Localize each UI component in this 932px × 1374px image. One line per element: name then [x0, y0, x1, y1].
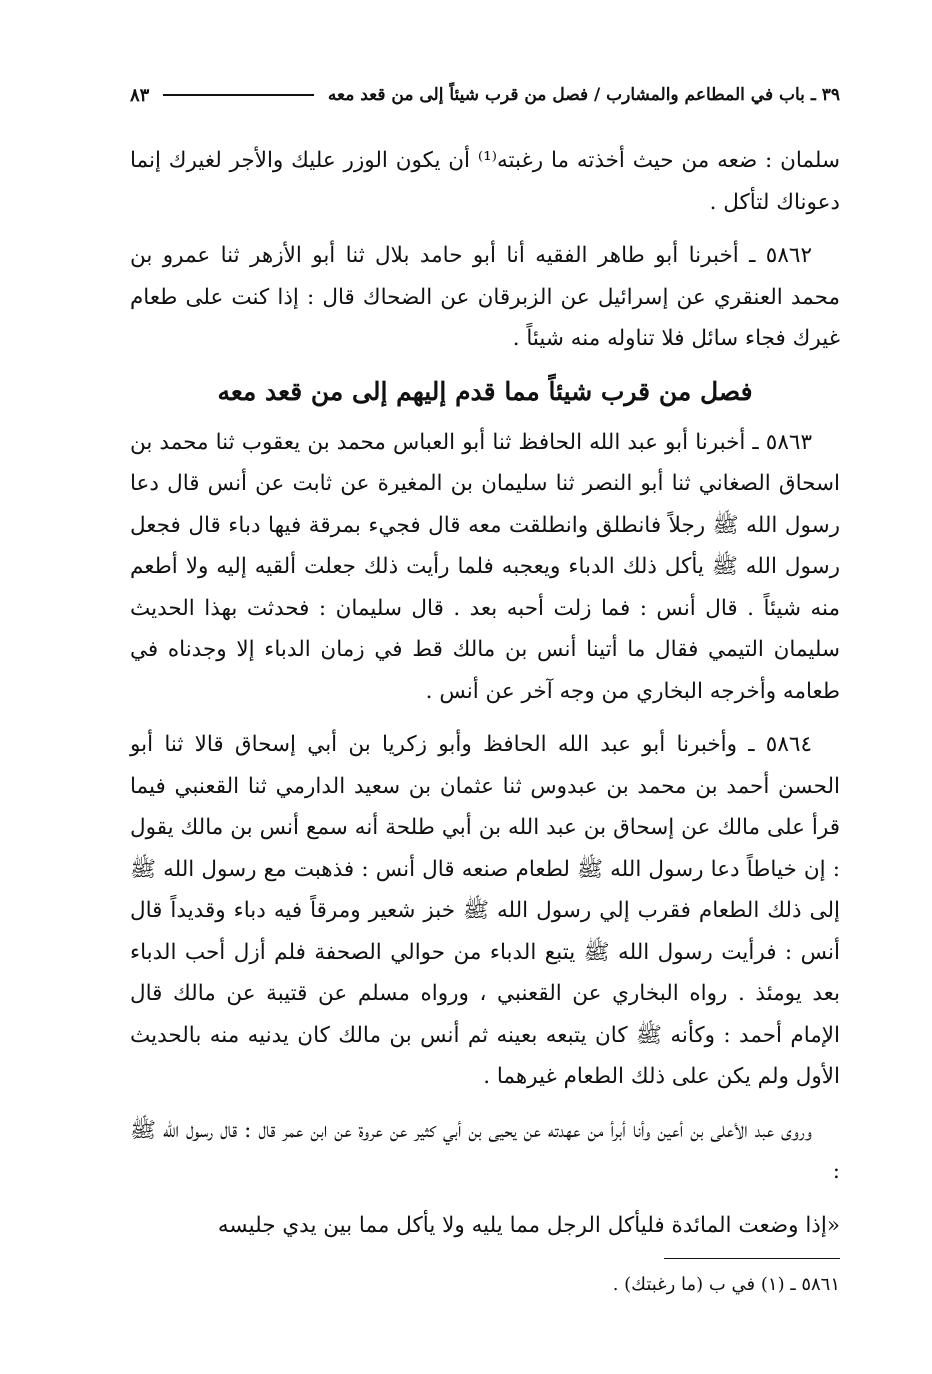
- paragraph-hadith-5863: ٥٨٦٣ ـ أخبرنا أبو عبد الله الحافظ ثنا أبو العباس محمد بن يعقوب ثنا محمد بن اسحاق الصغاني ثنا أبو النصر ثنا سليمان بن المغيرة عن ثابت عن أنس قال دعا رسول الله ﷺ رجلاً فانطلق وانطلقت معه قال فجيء بمرقة فيها دباء قال فجعل رسول الله ﷺ يأكل ذلك الدباء ويعجبه فلما رأيت ذلك جعلت ألقيه إليه ولا أطعم منه شيئاً . قال أنس : فما زلت أحبه بعد . قال سليمان : فحدثت بهذا الحديث سليمان التيمي فقال ما أتينا أنس بن مالك قط في زمان الدباء إلا وجدناه في طعامه وأخرجه البخاري من وجه آخر عن أنس .: [130, 429, 840, 704]
- footnote: ٥٨٦١ ـ (١) في ب (ما رغبتك) .: [612, 1274, 840, 1295]
- paragraph-continuation: سلمان : ضعه من حيث أخذته ما رغبته⁽¹⁾ أن يكون الوزر عليك والأجر لغيرك إنما دعوناك لتأكل .: [130, 148, 840, 215]
- paragraph-hadith-5862: ٥٨٦٢ ـ أخبرنا أبو طاهر الفقيه أنا أبو حامد بلال ثنا أبو الأزهر ثنا عمرو بن محمد العنقري عن إسرائيل عن الزبرقان عن الضحاك قال : إذا كنت على طعام غيرك فجاء سائل فلا تناوله منه شيئاً .: [130, 243, 840, 351]
- book-page: [130, 78, 840, 1299]
- section-heading: فصل من قرب شيئاً مما قدم إليهم إلى من قعد معه: [217, 376, 753, 406]
- running-head-rule: [163, 94, 314, 96]
- paragraph-narration: وروى عبد الأعلى بن أعين وأنا أبرأ من عهدته عن يحيى بن أبي كثير عن عروة عن ابن عمر قال : قال رسول الله ﷺ :: [130, 1117, 840, 1184]
- paragraph-quote: «إذا وضعت المائدة فليأكل الرجل مما يليه ولا يأكل مما بين يدي جليسه: [217, 1212, 840, 1238]
- paragraph-hadith-5864: ٥٨٦٤ ـ وأخبرنا أبو عبد الله الحافظ وأبو زكريا بن أبي إسحاق قالا ثنا أبو الحسن أحمد بن محمد بن عبدوس ثنا عثمان بن سعيد الدارمي ثنا القعنبي فيما قرأ على مالك عن إسحاق بن عبد الله بن أبي طلحة أنه سمع أنس بن مالك يقول : إن خياطاً دعا رسول الله ﷺ لطعام صنعه قال أنس : فذهبت مع رسول الله ﷺ إلى ذلك الطعام فقرب إلي رسول الله ﷺ خبز شعير ومرقاً فيه دباء وقديداً قال أنس : فرأيت رسول الله ﷺ يتبع الدباء من حوالي الصحفة فلم أزل أحب الدباء بعد يومئذ . رواه البخاري عن القعنبي ، ورواه مسلم عن قتيبة عن مالك قال الإمام أحمد : وكأنه ﷺ كان يتبعه بعينه ثم أنس بن مالك كان يدنيه منه بالحديث الأول ولم يكن على ذلك الطعام غيرهما .: [130, 732, 840, 1089]
- footnote-divider: [664, 1258, 840, 1259]
- running-head-title: ٣٩ ـ باب في المطاعم والمشارب / فصل من قرب شيئاً إلى من قعد معه: [327, 85, 840, 105]
- page-number: ٨٣: [130, 84, 150, 106]
- running-head: [130, 78, 840, 112]
- body-text: [130, 140, 840, 1299]
